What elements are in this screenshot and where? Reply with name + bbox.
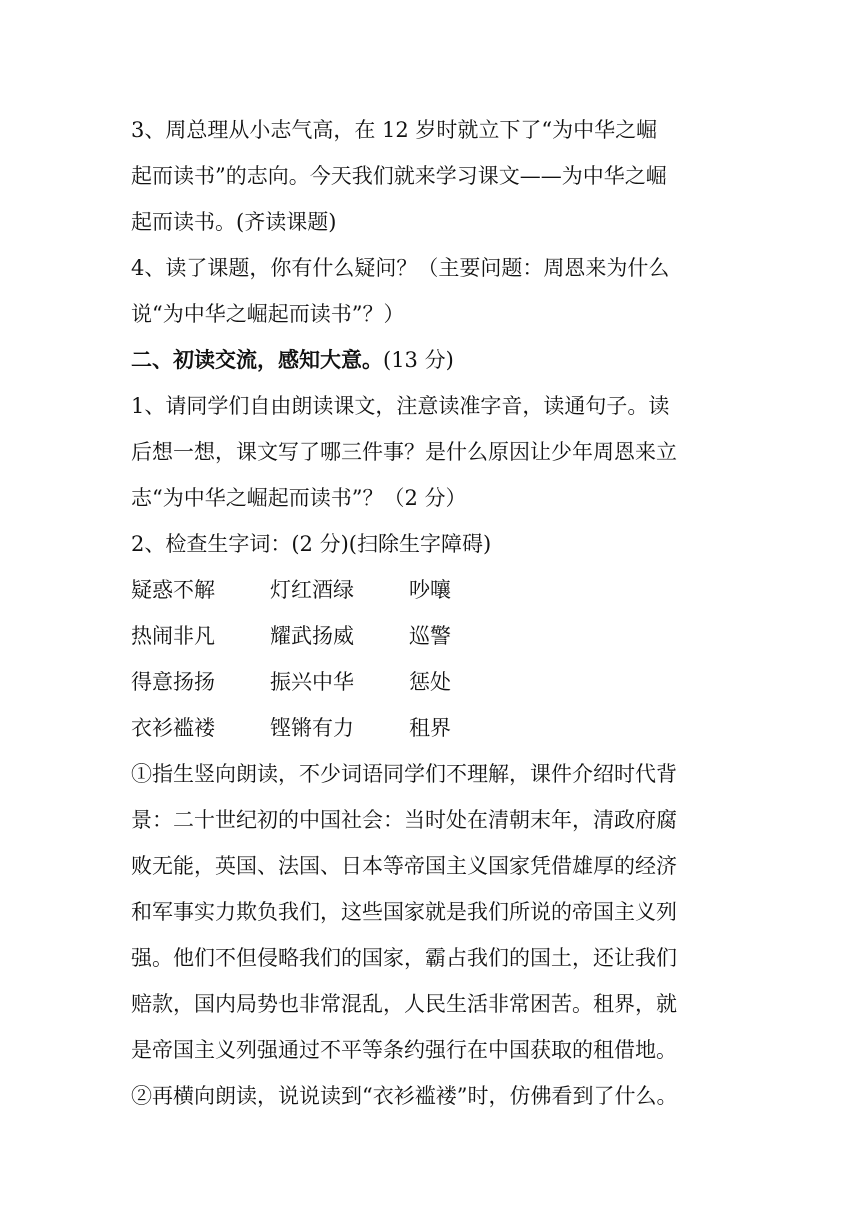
section-heading-score: (13 分) — [383, 348, 454, 372]
vocabulary-word: 热闹非凡 — [131, 624, 215, 648]
vocabulary-row — [131, 613, 731, 659]
paragraph-line: 1、请同学们自由朗读课文，注意读准字音，读通句子。读 — [131, 394, 670, 418]
paragraph-line: 和军事实力欺负我们，这些国家就是我们所说的帝国主义列 — [131, 900, 677, 924]
vocabulary-row — [131, 567, 731, 613]
note-1-paragraph — [131, 751, 731, 1073]
vocabulary-word: 衣衫褴褛 — [131, 716, 215, 740]
vocabulary-word: 巡警 — [409, 624, 451, 648]
section-4-paragraph — [131, 245, 731, 337]
paragraph-line: ①指生竖向朗读，不少词语同学们不理解，课件介绍时代背 — [131, 762, 677, 786]
vocabulary-word: 铿锵有力 — [270, 716, 354, 740]
paragraph-line: 起而读书”的志向。今天我们就来学习课文——为中华之崛 — [131, 164, 667, 188]
paragraph-line: 是帝国主义列强通过不平等条约强行在中国获取的租借地。 — [131, 1038, 677, 1062]
lesson-content — [131, 107, 731, 1119]
vocabulary-word: 吵嚷 — [409, 578, 451, 602]
vocabulary-row — [131, 659, 731, 705]
vocabulary-word: 疑惑不解 — [131, 578, 215, 602]
paragraph-line: 赔款，国内局势也非常混乱，人民生活非常困苦。租界，就 — [131, 992, 677, 1016]
paragraph-line: 强。他们不但侵略我们的国家，霸占我们的国土，还让我们 — [131, 946, 677, 970]
item-1-paragraph — [131, 383, 731, 521]
paragraph-line: 志“为中华之崛起而读书”？（2 分） — [131, 486, 467, 510]
paragraph-line: ②再横向朗读，说说读到“衣衫褴褛”时，仿佛看到了什么。 — [131, 1084, 678, 1108]
vocabulary-word: 灯红酒绿 — [270, 578, 354, 602]
vocabulary-table — [131, 567, 731, 751]
paragraph-line: 4、读了课题，你有什么疑问？（主要问题：周恩来为什么 — [131, 256, 670, 280]
item-2-paragraph: 2、检查生字词：(2 分)(扫除生字障碍) — [131, 532, 492, 556]
note-2-paragraph — [131, 1073, 731, 1119]
paragraph-line: 说“为中华之崛起而读书”？） — [131, 302, 405, 326]
vocabulary-word: 耀武扬威 — [270, 624, 354, 648]
paragraph-line: 后想一想，课文写了哪三件事？是什么原因让少年周恩来立 — [131, 440, 677, 464]
vocabulary-word: 租界 — [409, 716, 451, 740]
section-heading-title: 二、初读交流，感知大意。 — [131, 347, 383, 372]
vocabulary-word: 振兴中华 — [270, 670, 354, 694]
vocabulary-word: 得意扬扬 — [131, 670, 215, 694]
vocabulary-word: 惩处 — [409, 670, 451, 694]
section-3-paragraph — [131, 107, 731, 245]
paragraph-line: 3、周总理从小志气高，在 12 岁时就立下了“为中华之崛 — [131, 118, 658, 142]
paragraph-line: 景：二十世纪初的中国社会：当时处在清朝末年，清政府腐 — [131, 808, 677, 832]
paragraph-line: 败无能，英国、法国、日本等帝国主义国家凭借雄厚的经济 — [131, 854, 677, 878]
section-heading — [131, 337, 731, 383]
vocabulary-row — [131, 705, 731, 751]
paragraph-line: 起而读书。(齐读课题) — [131, 210, 337, 234]
